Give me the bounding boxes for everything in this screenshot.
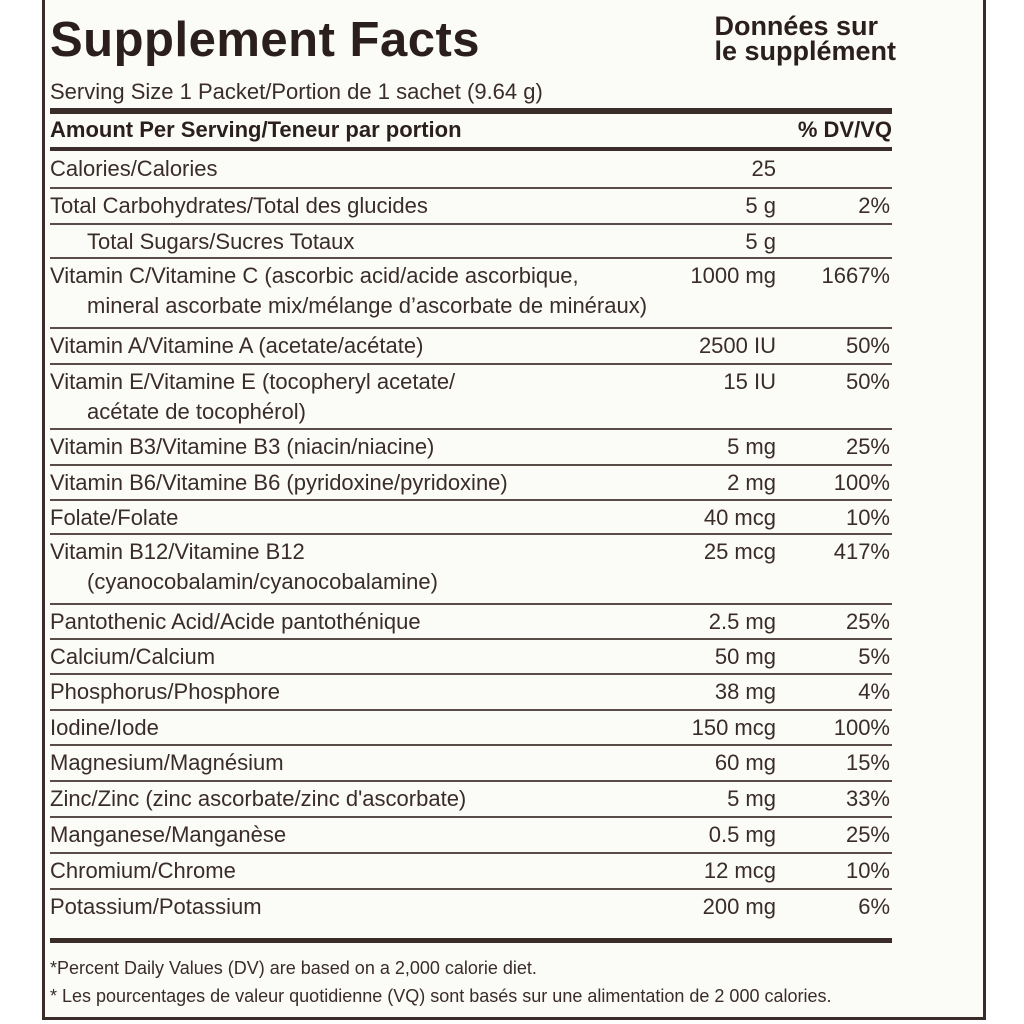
nutrient-row bbox=[50, 640, 892, 675]
nutrient-row bbox=[50, 890, 892, 926]
nutrient-row bbox=[50, 675, 892, 711]
nutrient-daily-value: 50% bbox=[845, 333, 890, 358]
nutrient-name bbox=[50, 432, 670, 462]
nutrient-name-line2: acétate de tocophérol) bbox=[87, 399, 306, 424]
nutrient-amount: 12 mcg bbox=[703, 858, 776, 883]
nutrient-row bbox=[50, 501, 892, 535]
nutrient-row bbox=[50, 854, 892, 890]
nutrient-name-line1: Calories/Calories bbox=[50, 156, 218, 181]
nutrient-name bbox=[50, 748, 670, 778]
nutrient-name-line1: Pantothenic Acid/Acide pantothénique bbox=[50, 609, 421, 634]
nutrient-row bbox=[50, 225, 892, 259]
nutrient-amount: 5 mg bbox=[727, 434, 776, 459]
footnote-english: *Percent Daily Values (DV) are based on a 2,000 calorie diet. bbox=[50, 958, 537, 978]
nutrient-table bbox=[50, 152, 892, 926]
nutrient-daily-value: 25% bbox=[845, 609, 890, 634]
nutrient-name-line1: Vitamin B3/Vitamine B3 (niacin/niacine) bbox=[50, 434, 435, 459]
nutrient-daily-value: 25% bbox=[845, 822, 890, 847]
nutrient-name bbox=[50, 537, 670, 597]
nutrient-daily-value: 100% bbox=[833, 715, 890, 740]
nutrient-row bbox=[50, 430, 892, 466]
nutrient-amount: 5 g bbox=[745, 229, 776, 254]
nutrient-amount: 0.5 mg bbox=[708, 822, 776, 847]
nutrient-name bbox=[50, 856, 670, 886]
nutrient-row bbox=[50, 152, 892, 189]
nutrient-name-line1: Manganese/Manganèse bbox=[50, 822, 287, 847]
nutrient-name-line1: Vitamin B6/Vitamine B6 (pyridoxine/pyridoxine) bbox=[50, 470, 508, 495]
nutrient-name-line1: Phosphorus/Phosphore bbox=[50, 679, 280, 704]
nutrient-daily-value: 2% bbox=[858, 193, 890, 218]
dv-header-label: % DV/VQ bbox=[797, 117, 892, 142]
title-french bbox=[714, 11, 896, 66]
thick-divider-header bbox=[50, 147, 892, 151]
nutrient-daily-value: 33% bbox=[845, 786, 890, 811]
nutrient-amount: 1000 mg bbox=[690, 263, 776, 288]
nutrient-row bbox=[50, 746, 892, 782]
nutrient-row bbox=[50, 259, 892, 329]
nutrient-daily-value: 4% bbox=[858, 679, 890, 704]
nutrient-amount: 38 mg bbox=[714, 679, 776, 704]
nutrient-name-line1: Vitamin C/Vitamine C (ascorbic acid/acide ascorbique, bbox=[50, 263, 579, 288]
nutrient-name bbox=[50, 820, 670, 850]
nutrient-daily-value: 50% bbox=[845, 369, 890, 394]
nutrient-name-line1: Vitamin E/Vitamine E (tocopheryl acetate/ bbox=[50, 369, 456, 394]
nutrient-daily-value: 100% bbox=[833, 470, 890, 495]
nutrient-name-line1: Folate/Folate bbox=[50, 505, 179, 530]
nutrient-row bbox=[50, 535, 892, 605]
nutrient-amount: 25 bbox=[751, 156, 776, 181]
amount-per-serving-label: Amount Per Serving/Teneur par portion bbox=[50, 117, 462, 142]
nutrient-name-line1: Calcium/Calcium bbox=[50, 644, 216, 669]
nutrient-name bbox=[50, 367, 670, 427]
nutrient-name-line1: Vitamin B12/Vitamine B12 bbox=[50, 539, 305, 564]
nutrient-name-line1: Vitamin A/Vitamine A (acetate/acétate) bbox=[50, 333, 424, 358]
nutrient-amount: 15 IU bbox=[723, 369, 776, 394]
nutrient-name bbox=[50, 261, 670, 321]
thick-divider-bottom bbox=[50, 938, 892, 943]
nutrient-name bbox=[50, 607, 670, 637]
nutrient-row bbox=[50, 782, 892, 818]
nutrient-amount: 2.5 mg bbox=[708, 609, 776, 634]
nutrient-name bbox=[50, 468, 670, 498]
nutrient-name bbox=[87, 227, 707, 257]
nutrient-daily-value: 25% bbox=[845, 434, 890, 459]
nutrient-name-line1: Potassium/Potassium bbox=[50, 894, 262, 919]
nutrient-name bbox=[50, 892, 670, 922]
nutrient-amount: 60 mg bbox=[714, 750, 776, 775]
nutrient-amount: 150 mcg bbox=[691, 715, 776, 740]
title-french-line2: le supplément bbox=[714, 36, 896, 66]
nutrient-name-line1: Total Carbohydrates/Total des glucides bbox=[50, 193, 428, 218]
nutrient-row bbox=[50, 189, 892, 225]
nutrient-amount: 25 mcg bbox=[703, 539, 776, 564]
nutrient-name bbox=[50, 331, 670, 361]
nutrient-daily-value: 417% bbox=[833, 539, 890, 564]
nutrient-name-line1: Chromium/Chrome bbox=[50, 858, 236, 883]
nutrient-daily-value: 10% bbox=[845, 858, 890, 883]
nutrient-amount: 2 mg bbox=[727, 470, 776, 495]
nutrient-name bbox=[50, 191, 670, 221]
footnotes bbox=[50, 954, 910, 1010]
nutrient-name bbox=[50, 784, 670, 814]
nutrient-name-line1: Total Sugars/Sucres Totaux bbox=[87, 229, 355, 254]
nutrient-row bbox=[50, 711, 892, 746]
nutrient-daily-value: 1667% bbox=[821, 263, 890, 288]
nutrient-daily-value: 6% bbox=[858, 894, 890, 919]
title-english: Supplement Facts bbox=[50, 13, 481, 67]
nutrient-amount: 200 mg bbox=[702, 894, 776, 919]
nutrient-name-line1: Iodine/Iode bbox=[50, 715, 159, 740]
nutrient-daily-value: 5% bbox=[858, 644, 890, 669]
nutrient-name bbox=[50, 677, 670, 707]
nutrient-row bbox=[50, 605, 892, 640]
nutrient-amount: 5 mg bbox=[727, 786, 776, 811]
nutrient-amount: 2500 IU bbox=[698, 333, 776, 358]
nutrient-amount: 40 mcg bbox=[703, 505, 776, 530]
nutrient-amount: 5 g bbox=[745, 193, 776, 218]
nutrient-daily-value: 15% bbox=[845, 750, 890, 775]
nutrient-name bbox=[50, 642, 670, 672]
title-french-line1: Données sur bbox=[714, 11, 878, 41]
nutrient-row bbox=[50, 365, 892, 430]
nutrient-row bbox=[50, 818, 892, 854]
nutrient-daily-value: 10% bbox=[845, 505, 890, 530]
footnote-french: * Les pourcentages de valeur quotidienne (VQ) sont basés sur une alimentation de 2 000 calories. bbox=[50, 986, 832, 1006]
nutrient-name bbox=[50, 503, 670, 533]
nutrient-name-line2: (cyanocobalamin/cyanocobalamine) bbox=[87, 569, 438, 594]
nutrient-name bbox=[50, 713, 670, 743]
title-block bbox=[50, 10, 896, 70]
nutrient-name-line1: Magnesium/Magnésium bbox=[50, 750, 284, 775]
nutrient-name-line1: Zinc/Zinc (zinc ascorbate/zinc d'ascorbate) bbox=[50, 786, 467, 811]
amount-header bbox=[50, 114, 892, 146]
serving-size: Serving Size 1 Packet/Portion de 1 sachet (9.64 g) bbox=[50, 79, 543, 104]
nutrient-name bbox=[50, 154, 670, 184]
nutrient-row bbox=[50, 466, 892, 501]
nutrient-amount: 50 mg bbox=[714, 644, 776, 669]
nutrient-name-line2: mineral ascorbate mix/mélange d’ascorbate de minéraux) bbox=[87, 293, 648, 318]
nutrient-row bbox=[50, 329, 892, 365]
